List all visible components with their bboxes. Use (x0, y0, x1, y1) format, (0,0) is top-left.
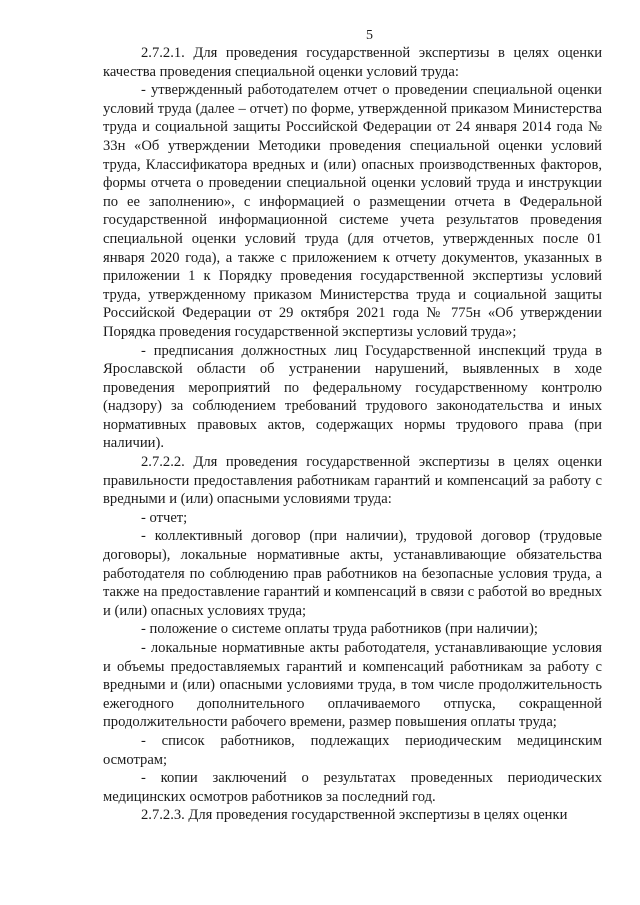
page-number: 5 (366, 28, 373, 43)
list-item-sout-report: - утвержденный работодателем отчет о проведении специальной оценки условий труда (далее – отчет) по форме, утвержденной приказом Министерства труда и социальной защиты Российской Федерации от 24 января 2014 года № 33н «Об утверждении Методики проведения специальной оценки условий труда, Классификатора вредных и (или) опасных производственных факторов, формы отчета о проведении специальной оценки условий труда и инструкции по ее заполнению», с информацией о размещении отчета в Федеральной государственной информационной системе учета результатов проведения специальной оценки условий труда (для отчетов, утвержденных после 01 января 2020 года), а также с приложением к отчету документов, указанных в приложении 1 к Порядку проведения государственной экспертизы условий труда, утвержденному приказом Министерства труда и социальной защиты Российской Федерации от 29 октября 2021 года № 775н «Об утверждении Порядка проведения государственной экспертизы условий труда»; (103, 82, 602, 340)
list-item-pay-system: - положение о системе оплаты труда работников (при наличии); (141, 621, 538, 638)
paragraph-2-7-2-3-heading: 2.7.2.3. Для проведения государственной экспертизы в целях оценки (141, 807, 568, 824)
document-body (103, 44, 602, 825)
list-item-collective-agreement: - коллективный договор (при наличии), трудовой договор (трудовые договоры), локальные нормативные акты, устанавливающие обязательства работодателя по соблюдению прав работников на безопасные условия труда, а также на предоставление гарантий и компенсаций в связи с работой во вредных и (или) опасных условиях труда; (103, 528, 602, 619)
paragraph-2-7-2-1-heading: 2.7.2.1. Для проведения государственной экспертизы в целях оценки качества проведения специальной оценки условий труда: (103, 45, 602, 80)
paragraph-2-7-2-2-heading: 2.7.2.2. Для проведения государственной экспертизы в целях оценки правильности предоставления работникам гарантий и компенсаций за работу с вредными и (или) опасными условиями труда: (103, 454, 602, 508)
list-item-inspection-orders: - предписания должностных лиц Государственной инспекций труда в Ярославской области об устранении нарушений, выявленных в ходе проведения мероприятий по федеральному государственному контролю (надзору) за соблюдением требований трудового законодательства и иных нормативных правовых актов, содержащих нормы трудового права (при наличии). (103, 342, 602, 452)
list-item-report: - отчет; (141, 509, 188, 526)
list-item-medical-conclusions: - копии заключений о результатах проведенных периодических медицинских осмотров работников за последний год. (103, 770, 602, 805)
list-item-employee-list: - список работников, подлежащих периодическим медицинским осмотрам; (103, 732, 602, 768)
list-item-local-acts: - локальные нормативные акты работодателя, устанавливающие условия и объемы предоставляемых гарантий и компенсаций работникам за работу с вредными и (или) опасными условиями труда, в том числе продолжительность ежегодного дополнительного оплачиваемого отпуска, сокращенной продолжительности рабочего времени, размер повышения оплаты труда; (103, 640, 602, 731)
